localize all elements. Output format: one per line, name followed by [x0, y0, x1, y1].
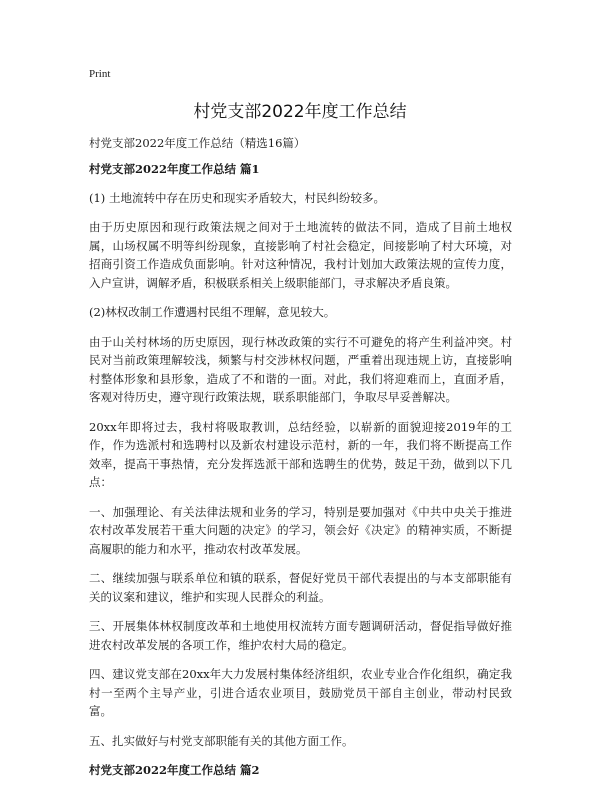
paragraph: 由于山关村林场的历史原因，现行林改政策的实行不可避免的将产生利益冲突。村民对当前政策理解较浅，频繁与村交涉林权问题，严重着出现违规上访，直接影响村整体形象和县形象，造成了不和谐的一面。对此，我们将迎难而上，直面矛盾，客观对待历史，遵守现行政策法规，联系职能部门，争取尽早妥善解决。: [89, 334, 512, 404]
paragraph: 一、加强理论、有关法律法规和业务的学习，特别是要加强对《中共中央关于推进农村改革发展若干重大问题的决定》的学习，领会好《决定》的精神实质，不断提高履职的能力和水平，推动农村改革发展。: [89, 504, 512, 556]
paragraph: 20xx年即将过去，我村将吸取教训，总结经验，以崭新的面貌迎接2019年的工作，作为选派村和选聘村以及新农村建设示范村，新的一年，我们将不断提高工作效率，提高干事热情，充分发挥选派干部和选聘生的优势，鼓足干劲，做到以下几点：: [89, 419, 512, 489]
section-heading: 村党支部2022年度工作总结 篇2: [89, 763, 260, 777]
paragraph: 五、扎实做好与村党支部职能有关的其他方面工作。: [89, 733, 354, 748]
section-heading: 村党支部2022年度工作总结 篇1: [89, 162, 260, 176]
paragraph: 三、开展集体林权制度改革和土地使用权流转方面专题调研活动，督促指导做好推进农村改革发展的各项工作，维护农村大局的稳定。: [89, 619, 512, 652]
page-title: 村党支部2022年度工作总结: [193, 102, 407, 122]
paragraph: (2)林权改制工作遭遇村民组不理解，意见较大。: [89, 305, 336, 319]
paragraph: (1) 土地流转中存在历史和现实矛盾较大，村民纠纷较多。: [89, 190, 385, 205]
print-link[interactable]: Print: [89, 68, 111, 80]
paragraph: 由于历史原因和现行政策法规之间对于土地流转的做法不同，造成了目前土地权属，山场权属不明等纠纷现象，直接影响了村社会稳定，间接影响了村大环境，对招商引资工作造成负面影响。针对这种情况，我村计划加大政策法规的宣传力度，入户宣讲，调解矛盾，积极联系相关上级职能部门，寻求解决矛盾良策。: [89, 220, 512, 290]
paragraph: 二、继续加强与联系单位和镇的联系，督促好党员干部代表提出的与本支部职能有关的议案和建议，维护和实现人民群众的利益。: [89, 571, 512, 604]
document-body: [89, 160, 512, 790]
document-subtitle: 村党支部2022年度工作总结（精选16篇）: [89, 136, 306, 150]
paragraph: 四、建议党支部在20xx年大力发展村集体经济组织，农业专业合作化组织，确定我村一至两个主导产业，引进合适农业项目，鼓励党员干部自主创业，带动村民致富。: [89, 667, 512, 718]
